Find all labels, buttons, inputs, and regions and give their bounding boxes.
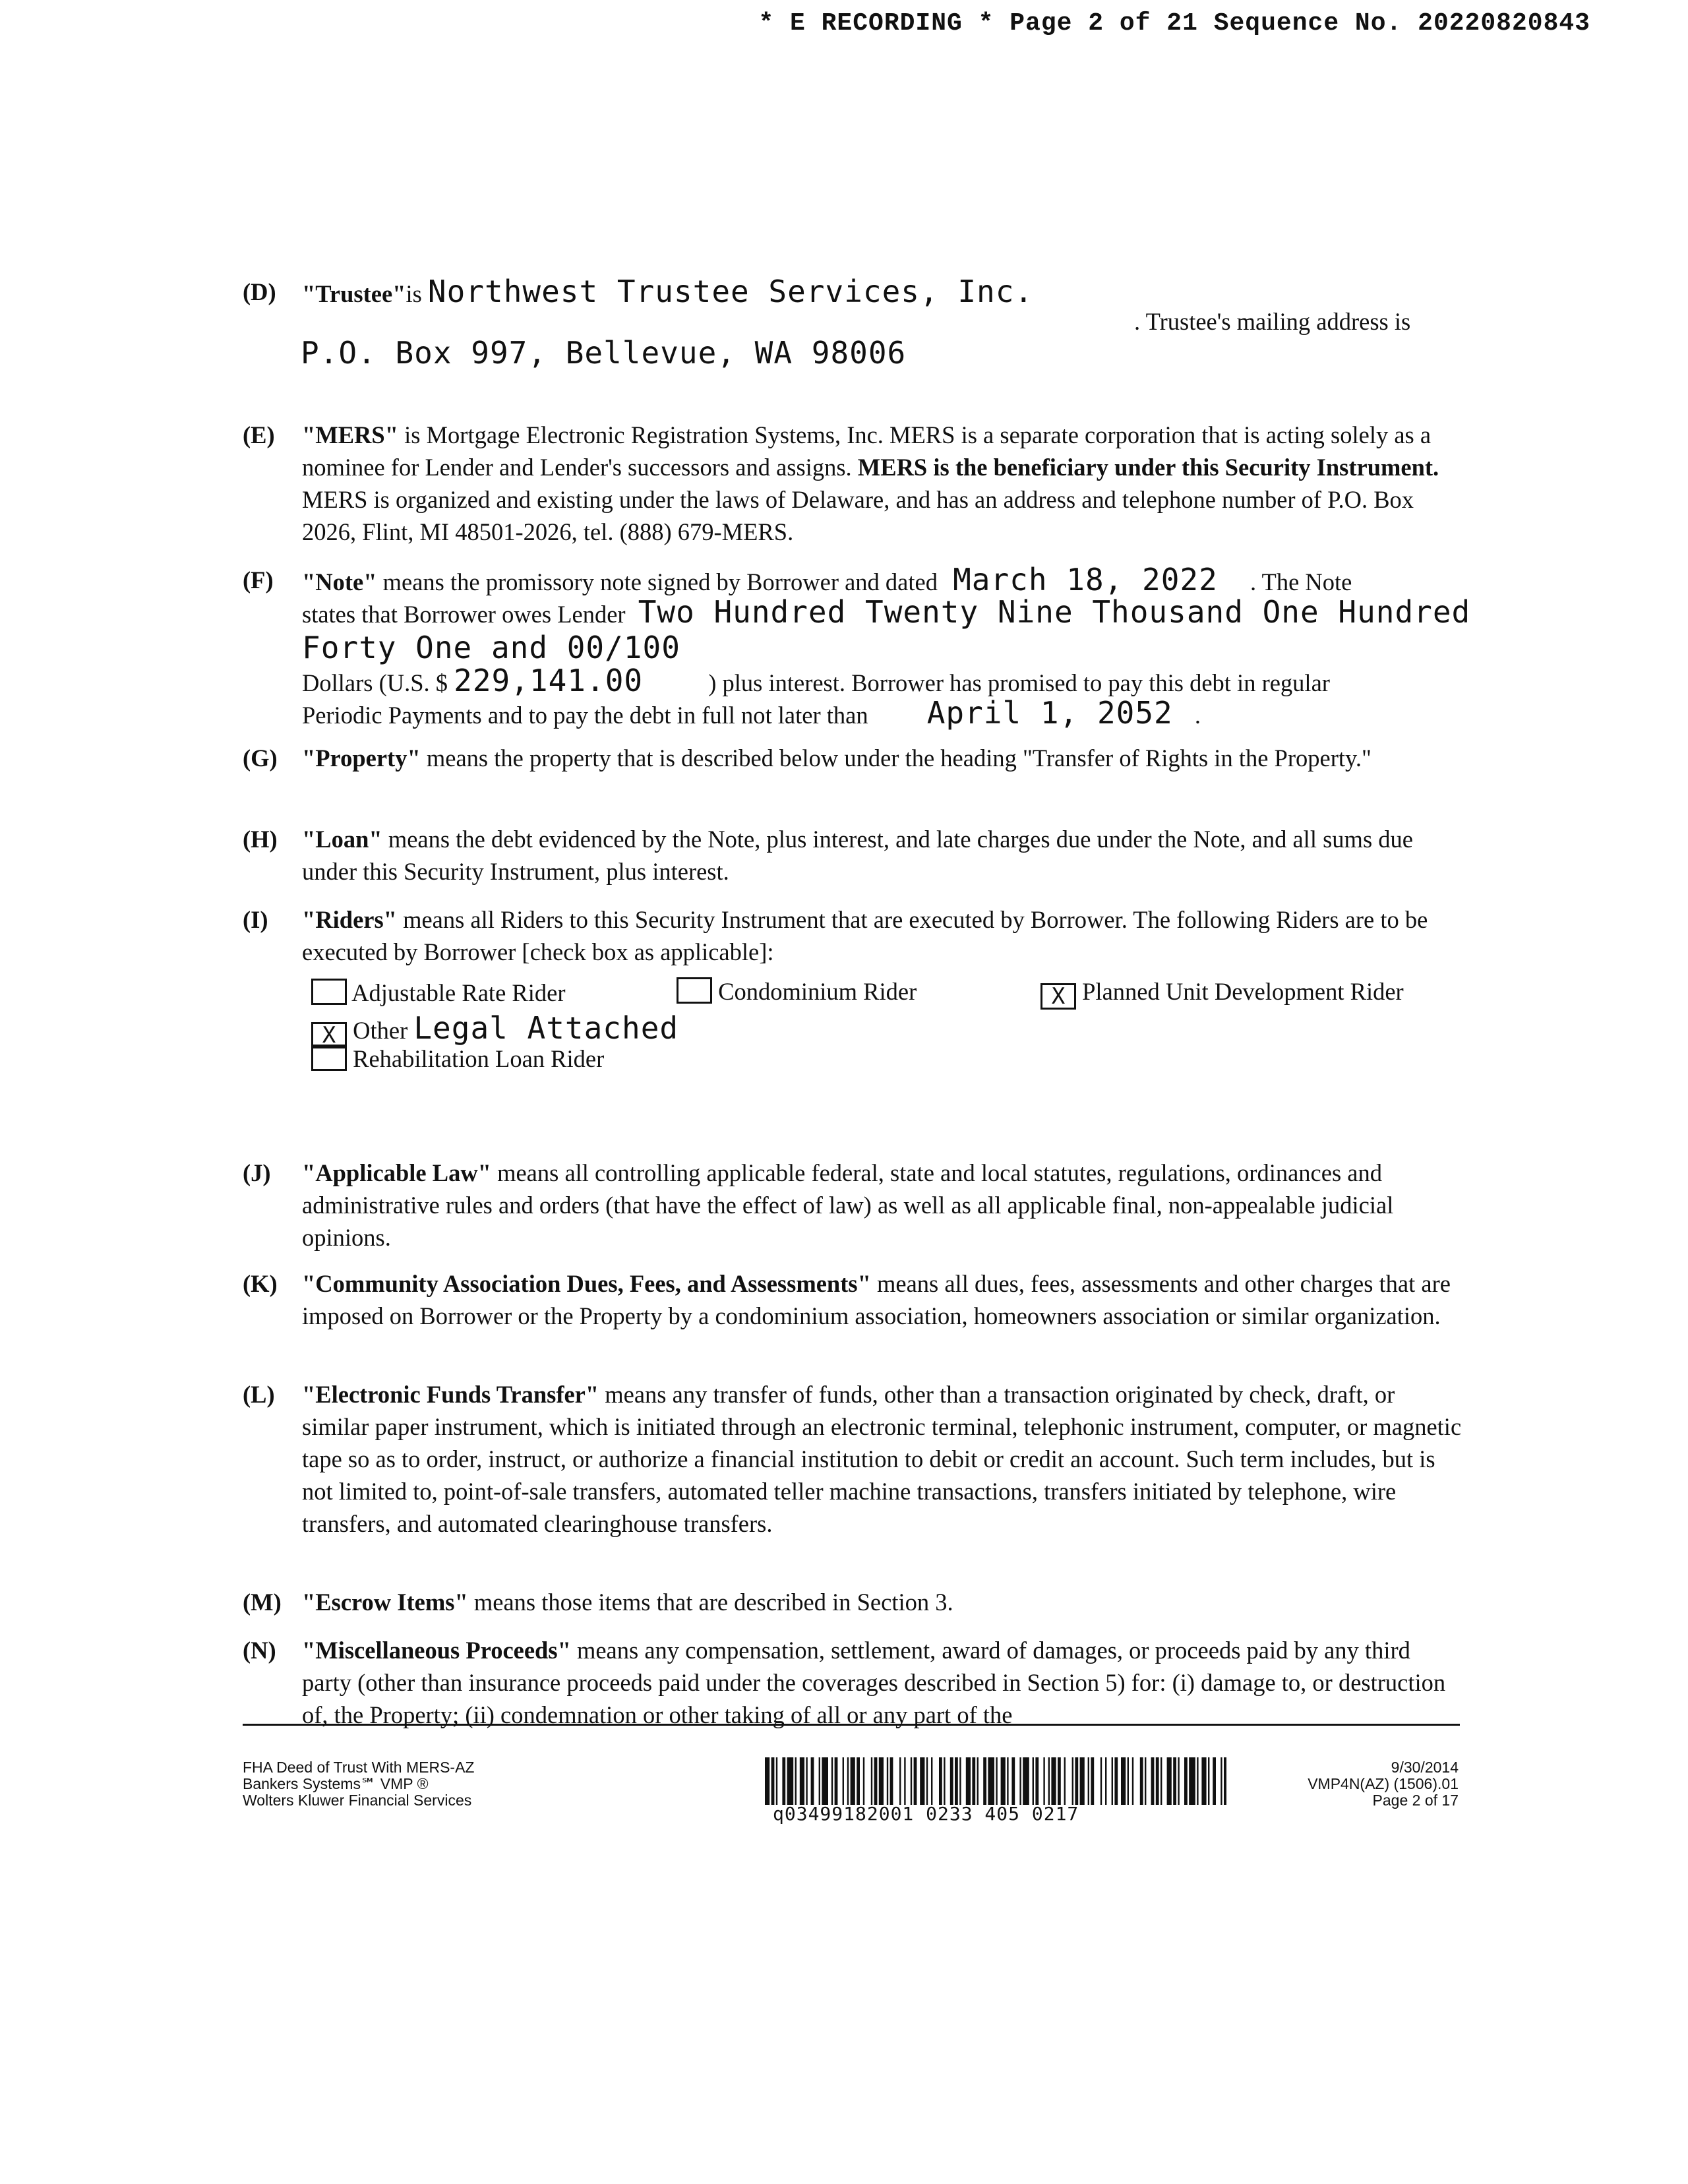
electronic-funds-transfer-text: means any transfer of funds, other than a transaction originated by check, draft, or similar paper instrument, which is initiated through an electronic terminal, telephonic instrument, computer, or magnetic tape so as to order, instruct, or authorize a financial institution to debit or credit an account. Such term includes, but is not limited to, point-of-sale transfers, automated teller machine transactions, transfers initiated by telephone, wire transfers, and automated clearinghouse transfers. <box>302 1381 1462 1537</box>
term-loan: "Loan" <box>302 826 382 853</box>
barcode-bar <box>966 1757 971 1805</box>
barcode-bar <box>782 1757 785 1805</box>
escrow-items-text: means those items that are described in Section 3. <box>467 1589 953 1616</box>
section-m-escrow-items <box>243 1586 1462 1618</box>
barcode-bar <box>1112 1757 1113 1805</box>
term-miscellaneous-proceeds: "Miscellaneous Proceeds" <box>302 1637 571 1664</box>
rehabilitation-label: Rehabilitation Loan Rider <box>353 1045 605 1072</box>
pud-checkbox[interactable]: X <box>1040 983 1076 1010</box>
barcode-bar <box>811 1757 814 1805</box>
barcode-bar <box>939 1757 942 1805</box>
section-letter: (E) <box>243 421 275 448</box>
other-label: Other <box>353 1017 408 1044</box>
barcode-bar <box>847 1757 849 1805</box>
barcode-bar <box>1088 1757 1089 1805</box>
barcode-bar <box>1167 1757 1172 1805</box>
barcode-bar <box>1019 1757 1021 1805</box>
property-text: means the property that is described below under the heading "Transfer of Rights in the Property." <box>420 744 1372 772</box>
amount-words-fill-1: Two Hundred Twenty Nine Thousand One Hundred <box>638 594 1471 630</box>
barcode-bar <box>944 1757 945 1805</box>
barcode-bar <box>831 1757 833 1805</box>
barcode-bar <box>931 1757 932 1805</box>
section-letter: (D) <box>243 278 276 305</box>
barcode-bar <box>1072 1757 1073 1805</box>
barcode-bar <box>819 1757 820 1805</box>
barcode-bar <box>874 1757 878 1805</box>
term-electronic-funds-transfer: "Electronic Funds Transfer" <box>302 1381 599 1408</box>
barcode-bar <box>911 1757 912 1805</box>
recording-header: * E RECORDING * Page 2 of 21 Sequence No. 20220820843 <box>758 9 1590 38</box>
barcode-bar <box>887 1757 888 1805</box>
trustee-address-fill: P.O. Box 997, Bellevue, WA 98006 <box>301 335 907 371</box>
barcode-bar <box>1213 1757 1216 1805</box>
barcode-bar <box>1035 1757 1039 1805</box>
barcode-bar <box>977 1757 979 1805</box>
barcode-bar <box>1160 1757 1162 1805</box>
rider-other[interactable] <box>311 1010 678 1048</box>
section-e-mers <box>243 419 1462 548</box>
section-letter: (K) <box>243 1270 278 1297</box>
barcode-bar <box>904 1757 905 1805</box>
trustee-name-fill: Northwest Trustee Services, Inc. <box>427 274 1034 309</box>
note-date-fill: March 18, 2022 <box>953 562 1218 597</box>
rider-planned-unit-development[interactable] <box>1040 977 1404 1010</box>
miscellaneous-proceeds-text: means any compensation, settlement, award of damages, or proceeds paid by any third party (other than insurance proceeds paid under the coverages described in Section 5) for: (i) damage to, or destruction of, the Property; (ii) condemnation or other taking of all or any part of the <box>302 1637 1446 1728</box>
barcode-bar <box>988 1757 994 1805</box>
document-barcode <box>765 1757 1226 1805</box>
mers-text: is Mortgage Electronic Registration Systems, Inc. MERS is a separate corporation that is acting solely as a nominee for Lender and Lender's successors and assigns. <box>302 421 1432 481</box>
footer-form-date: 9/30/2014 <box>1391 1759 1459 1776</box>
barcode-bar <box>835 1757 838 1805</box>
barcode-bar <box>800 1757 804 1805</box>
section-letter: (H) <box>243 826 278 853</box>
term-riders: "Riders" <box>302 906 397 933</box>
pud-label: Planned Unit Development Rider <box>1082 978 1404 1005</box>
barcode-bar <box>950 1757 953 1805</box>
section-letter: (G) <box>243 744 278 772</box>
barcode-bar <box>1100 1757 1102 1805</box>
footer-form-number: VMP4N(AZ) (1506).01 <box>1308 1775 1459 1792</box>
maturity-period: . <box>1194 702 1201 729</box>
adjustable-rate-checkbox[interactable] <box>311 979 347 1005</box>
barcode-bar <box>1132 1757 1133 1805</box>
barcode-bar <box>914 1757 917 1805</box>
barcode-bar <box>1121 1757 1126 1805</box>
barcode-bar <box>1208 1757 1209 1805</box>
barcode-bar <box>1033 1757 1034 1805</box>
barcode-bar <box>771 1757 775 1805</box>
trustee-mailing-label: . Trustee's mailing address is <box>1134 308 1411 335</box>
condominium-label: Condominium Rider <box>718 978 917 1005</box>
section-f-note <box>243 562 1471 731</box>
barcode-bar <box>1105 1757 1106 1805</box>
barcode-bar <box>879 1757 884 1805</box>
section-n-miscellaneous-proceeds <box>243 1634 1462 1731</box>
barcode-bar <box>926 1757 928 1805</box>
footer-wolters-kluwer: Wolters Kluwer Financial Services <box>243 1792 472 1809</box>
section-d-trustee <box>243 276 1462 310</box>
barcode-bar <box>959 1757 961 1805</box>
barcode-bar <box>1043 1757 1044 1805</box>
barcode-bar <box>1221 1757 1222 1805</box>
barcode-bar <box>890 1757 893 1805</box>
plus-interest-text: ) plus interest. Borrower has promised to pay this debt in regular <box>708 669 1330 696</box>
barcode-bar <box>1156 1757 1159 1805</box>
term-trustee: "Trustee" <box>302 280 406 307</box>
riders-text: means all Riders to this Security Instrument that are executed by Borrower. The following Riders are to be executed by Borrower [check box as applicable]: <box>302 906 1428 965</box>
barcode-bar <box>1178 1757 1179 1805</box>
section-h-loan <box>243 823 1462 888</box>
barcode-bar <box>899 1757 901 1805</box>
barcode-bar <box>1011 1757 1015 1805</box>
term-property: "Property" <box>302 744 421 772</box>
maturity-date-fill: April 1, 2052 <box>926 695 1173 731</box>
community-association-text: means all dues, fees, assessments and other charges that are imposed on Borrower or the Property by a condominium association, homeowners association or similar organization. <box>302 1270 1451 1329</box>
footer-divider <box>243 1724 1460 1726</box>
barcode-bar <box>765 1757 769 1805</box>
section-k-community-association <box>243 1267 1462 1332</box>
barcode-bar <box>806 1757 807 1805</box>
barcode-bar <box>857 1757 860 1805</box>
note-text: means the promissory note signed by Borrower and dated <box>377 568 938 595</box>
rehabilitation-checkbox[interactable] <box>311 1045 347 1071</box>
barcode-bar <box>1189 1757 1195 1805</box>
amount-fill: 229,141.00 <box>454 663 644 698</box>
barcode-bar <box>822 1757 828 1805</box>
term-escrow-items: "Escrow Items" <box>302 1589 468 1616</box>
barcode-bar <box>1023 1757 1029 1805</box>
section-j-applicable-law <box>243 1157 1462 1254</box>
rider-condominium[interactable] <box>677 977 917 1006</box>
section-letter: (J) <box>243 1159 271 1186</box>
barcode-bar <box>1145 1757 1146 1805</box>
barcode-bar <box>1058 1757 1061 1805</box>
footer-form-code <box>1308 1759 1459 1809</box>
section-g-property <box>243 742 1462 774</box>
footer-form-info <box>243 1759 474 1809</box>
rider-rehabilitation-loan[interactable] <box>311 1045 604 1073</box>
barcode-bar <box>1201 1757 1206 1805</box>
amount-words-fill-2: Forty One and 00/100 <box>302 630 680 665</box>
section-letter: (N) <box>243 1637 276 1664</box>
barcode-bar <box>787 1757 794 1805</box>
barcode-bar <box>1001 1757 1006 1805</box>
barcode-bar <box>776 1757 777 1805</box>
note-text-tail: . The Note <box>1250 568 1352 595</box>
owes-lender-text: states that Borrower owes Lender <box>302 601 626 628</box>
barcode-bar <box>972 1757 975 1805</box>
mers-text-2: MERS is organized and existing under the laws of Delaware, and has an address and telephone number of P.O. Box 2026, Flint, MI 48501-2026, tel. (888) 679-MERS. <box>302 486 1414 545</box>
periodic-payments-text: Periodic Payments and to pay the debt in full not later than <box>302 702 868 729</box>
barcode-bar <box>996 1757 997 1805</box>
barcode-bar <box>1007 1757 1008 1805</box>
term-mers: "MERS" <box>302 421 398 448</box>
barcode-bar <box>1091 1757 1094 1805</box>
other-rider-fill: Legal Attached <box>413 1010 679 1046</box>
barcode-bar <box>1064 1757 1066 1805</box>
loan-text: means the debt evidenced by the Note, plus interest, and late charges due under the Note, and all sums due under this Security Instrument, plus interest. <box>302 826 1413 885</box>
section-i-riders <box>243 903 1462 968</box>
barcode-bar <box>1197 1757 1198 1805</box>
condominium-checkbox[interactable] <box>677 977 712 1004</box>
section-letter: (F) <box>243 566 274 593</box>
barcode-bar <box>1075 1757 1078 1805</box>
section-letter: (L) <box>243 1381 275 1408</box>
footer-bankers-systems: Bankers Systems℠ VMP ® <box>243 1775 429 1792</box>
term-note: "Note" <box>302 568 377 595</box>
section-letter: (I) <box>243 906 268 933</box>
footer-page-number: Page 2 of 17 <box>1372 1792 1459 1809</box>
barcode-bar <box>983 1757 986 1805</box>
barcode-bar <box>1173 1757 1176 1805</box>
barcode-bar <box>871 1757 872 1805</box>
dollars-text: Dollars (U.S. $ <box>302 669 448 696</box>
applicable-law-text: means all controlling applicable federal, state and local statutes, regulations, ordinances and administrative rules and orders (that have the effect of law) as well as all applicable final, non-appealable judicial opinions. <box>302 1159 1394 1251</box>
barcode-bar <box>920 1757 924 1805</box>
mers-beneficiary-bold: MERS is the beneficiary under this Security Instrument. <box>857 454 1439 481</box>
barcode-bar <box>795 1757 797 1805</box>
barcode-bar <box>1051 1757 1056 1805</box>
term-community-association: "Community Association Dues, Fees, and Assessments" <box>302 1270 871 1297</box>
barcode-number: q03499182001 0233 405 0217 <box>773 1803 1079 1825</box>
term-applicable-law: "Applicable Law" <box>302 1159 491 1186</box>
barcode-bar <box>851 1757 855 1805</box>
rider-adjustable-rate[interactable] <box>311 979 566 1007</box>
barcode-bar <box>863 1757 864 1805</box>
barcode-bar <box>955 1757 958 1805</box>
barcode-bar <box>1114 1757 1118 1805</box>
barcode-bar <box>1140 1757 1143 1805</box>
adjustable-rate-label: Adjustable Rate Rider <box>351 979 566 1006</box>
term-connector: is <box>406 280 422 307</box>
barcode-bar <box>1184 1757 1188 1805</box>
section-l-electronic-funds-transfer <box>243 1378 1462 1540</box>
barcode-bar <box>1128 1757 1129 1805</box>
barcode-bar <box>1151 1757 1155 1805</box>
other-checkbox[interactable]: X <box>311 1022 347 1048</box>
footer-form-title: FHA Deed of Trust With MERS-AZ <box>243 1759 475 1776</box>
section-letter: (M) <box>243 1589 282 1616</box>
barcode-bar <box>843 1757 844 1805</box>
barcode-bar <box>1048 1757 1050 1805</box>
barcode-bar <box>1080 1757 1085 1805</box>
barcode-bar <box>1224 1757 1226 1805</box>
